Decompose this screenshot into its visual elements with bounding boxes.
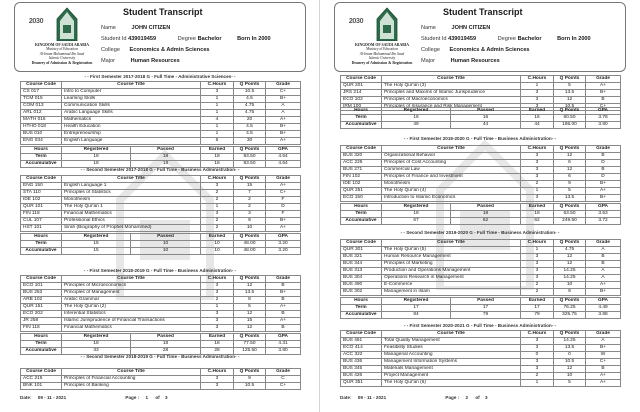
table-row: ECO 202 Inferential Statistics 3 12 B — [21, 311, 301, 318]
vision-2030-logo: 2030 — [348, 18, 364, 25]
table-row: BUS 426 Project Management 2 10 A+ — [341, 373, 621, 380]
table-row: JRS 214 Principles and Maxims of Islamic Jurisprudence 3 13.5 B+ — [341, 90, 621, 97]
table-row: ECO 150 Introduction to Islamic Economics 3 13.5 B+ — [341, 195, 621, 202]
table-row: IDE 102 Monotheism 2 9 B+ — [341, 181, 621, 188]
table-row: BUS 304 Operations Research in Management 3 14.25 A — [341, 275, 621, 282]
table-row: QUR 151 The Holy Qur'an (2) 1 5 A+ — [21, 304, 301, 311]
table-row: ECO 102 Principles of Macroeconomics 3 12 B — [341, 97, 621, 104]
table-row: BUS 490 E-Commerce 2 10 A+ — [341, 282, 621, 289]
university-name: KINGDOM OF SAUDI ARABIA Ministry of Education Al-Imam Muhammad Ibn Saud Islamic University Deanery of Admission & Registration — [351, 43, 413, 65]
semester-title: - - First Semester 2017-2018 G - Full Time - Administrative Sciences- - — [84, 74, 236, 79]
table-row: BUS 010 Entrepreneurship 1 4.5 B+ — [21, 131, 301, 138]
table-row: ACC 215 Principles of Financial Accounting 3 9 C — [21, 376, 301, 383]
table-row: ENG 034 English Language 6 30 A+ — [21, 138, 301, 145]
table-row: BUS 344 Principles of Marketing 3 12 B — [341, 261, 621, 268]
id-row: Student Id 439019459 Degree Bachelor Born In 2000 — [101, 36, 271, 42]
term-row: Term 18 18 18 63.50 3.53 — [341, 211, 621, 218]
semester-title: - - Second Semester 2017-2018 G - Full Time - Business Administration- - — [80, 167, 240, 172]
college: Economics & Admin Sciences — [129, 47, 210, 53]
table-row: BUS 321 Human Resource Management 3 12 B — [341, 254, 621, 261]
table-row: IDE 102 Monotheism 2 2 F — [21, 197, 301, 204]
table-row: ACC 322 Managerial Accounting 0 0 W — [341, 352, 621, 359]
semester-title: - - Second Semester 2019-2020 G - Full Time - Business Administration- - — [400, 230, 560, 235]
table-row: BUS 313 Production and Operations Management 3 14.25 A — [341, 268, 621, 275]
page-number: 1 — [145, 395, 149, 400]
semester-title: - - First Semester 2018-2019 G - Full Time - Business Administration- - — [83, 268, 237, 273]
courses-table: Course Code Course Title C.Hours Q Points Grade QUR 301 The Holy Qur'an (5) 1 4.75 A BUS 321 Human Resource Management 3 12 B BUS 344 Principles of Marketing 3 12 B BUS 313 Production and Operations Management 3 14.25 A BUS 304 Operations Research in Management 3 14.25 A BUS 490 E-Commerce 2 10 A+ BUS 302 Management in Islam 2 9 B+ — [340, 239, 621, 296]
table-row: ARB 102 Arabic Grammar 2 8 B — [21, 297, 301, 304]
table-row: COM 013 Communication Skills 1 4.75 A — [21, 103, 301, 110]
table-row: QUR 101 The Holy Qur'an 1 1 2 D — [21, 204, 301, 211]
born-year: 2000 — [258, 36, 271, 42]
courses-table: Course Code Course Title C.Hours Q Points Grade QUR 201 The Holy Qur'an (3) 1 5 A+ JRS 214 Principles and Maxims of Islamic Jurisprudence 3 13.5 B+ ECO 102 Principles of Macroeconomics 3 12 B IRM 100 Principles of Insurance and Risk Management 3 10.5 C+ — [340, 75, 621, 111]
accumulative-row: Accumulative 15 10 10 48.00 3.20 — [21, 248, 301, 255]
summary-table: Hours Registered Passed Earned Q Points GPA Term 15 10 10 48.00 3.20 Accumulative 15 10 10 48.00 3.20 — [20, 233, 301, 255]
vision-2030-logo: 2030 — [28, 18, 44, 25]
courses-table: Course Code Course Title C.Hours Q Points Grade ACC 215 Principles of Financial Accounting 3 9 C BNK 101 Principles of Banking 3 10.5 C+ — [20, 368, 301, 390]
term-row: Term 18 18 18 83.50 4.64 — [21, 154, 301, 161]
table-row: BNK 101 Principles of Banking 3 10.5 C+ — [21, 383, 301, 390]
university-logo — [339, 5, 425, 69]
major-row: Major Human Resources — [101, 58, 180, 64]
table-row: BUS 461 Total Quality Management 3 14.25 A — [341, 338, 621, 345]
courses-table — [20, 81, 301, 145]
table-row: CS 017 Intro to Computer 3 10.5 C+ — [21, 89, 301, 96]
summary-table: Hours Registered Passed Earned Q Points GPA Term 17 17 17 76.25 4.49 Accumulative 84 79 79 325.75 3.88 — [340, 297, 621, 319]
degree: Bachelor — [517, 36, 542, 42]
table-row: HTHO 018 Health Education 1 4.5 B+ — [21, 124, 301, 131]
page-total: 3 — [164, 395, 168, 400]
transcript-page-2 — [320, 0, 640, 412]
university-emblem-icon — [55, 7, 79, 41]
accumulative-row: Accumulative 49 44 44 186.00 3.80 — [341, 122, 621, 129]
table-row: BUS 345 Materials Management 3 12 B — [341, 366, 621, 373]
table-row: QUR 351 The Holy Qur'an (6) 1 5 A+ — [341, 380, 621, 387]
accumulative-row: Accumulative 18 18 18 83.50 4.64 — [21, 161, 301, 168]
university-emblem-icon — [375, 7, 399, 41]
major: Human Resources — [130, 58, 180, 64]
table-row: STA 110 Principles of Statistics 2 7 C+ — [21, 190, 301, 197]
table-row: BUS 302 Management in Islam 2 9 B+ — [341, 289, 621, 296]
summary-table: Hours Registered Passed Earned Q Points GPA Term 18 18 18 63.50 3.53 Accumulative 67 62 62 249.50 3.72 — [340, 203, 621, 225]
print-date: 09 - 11 - 2021 — [37, 395, 67, 400]
college-row: College Economics & Admin Sciences — [421, 47, 530, 53]
table-row: ARL 012 Arabic Language Skills 1 4.75 A — [21, 110, 301, 117]
page-footer: Date: 09 - 11 - 2021 Page : 1 of 3 — [20, 395, 168, 400]
courses-table: Course Code Course Title C.Hours Q Points Grade ENG 150 English Language 1 3 15 A+ STA 110 Principles of Statistics 2 7 C+ IDE 102 Monotheism 2 2 F QUR 101 The Holy Qur'an 1 1 2 D FIN 118 Financial Mathematics 3 3 F CUL 107 Professional Ethics 2 9 B+ HST 101 Sirah (Biography of Prophet Mohammed) 2 10 A+ — [20, 175, 301, 232]
accumulative-row: Accumulative 84 79 79 325.75 3.88 — [341, 312, 621, 319]
summary-table: Hours Registered Passed Earned Q Points GPA Term 16 16 16 60.50 3.78 Accumulative 49 44 44 186.00 3.80 — [340, 107, 621, 129]
courses-table: Course Code Course Title C.Hours Q Points Grade BUS 320 Organizational Behavior 3 12 B ACC 225 Principles of Cost Accounting 3 6 D BUS 271 Commercial Law 3 12 B FIN 102 Principles of Finance and Investment 3 6 D IDE 102 Monotheism 2 9 B+ QUR 251 The Holy Qur'an (4) 1 5 A+ ECO 150 Introduction to Islamic Economics 3 13.5 B+ — [340, 145, 621, 202]
table-row: ECO 101 Principles of Microeconomics 3 12 B — [21, 283, 301, 290]
table-row: QUR 201 The Holy Qur'an (3) 1 5 A+ — [341, 83, 621, 90]
table-row: FIN 102 Principles of Finance and Investment 3 6 D — [341, 174, 621, 181]
courses-table: Course Code Course Title C.Hours Q Points Grade BUS 461 Total Quality Management 3 14.25 A ECO 414 Feasibility Studies 3 13.5 B+ ACC 322 Managerial Accounting 0 0 W BUS 436 Management Information Systems 3 10.5 C+ BUS 345 Materials Management 3 12 B BUS 426 Project Management 2 10 A+ QUR 351 The Holy Qur'an (6) 1 5 A+ — [340, 330, 621, 387]
name-row: Name JOHN CITIZEN — [421, 25, 491, 31]
student-id: 439019459 — [128, 36, 157, 42]
page-title: Student Transcript — [123, 7, 203, 17]
table-row: BUS 436 Management Information Systems 3 10.5 C+ — [341, 359, 621, 366]
table-row: TCM 015 Learning Skills 1 4.5 B+ — [21, 96, 301, 103]
student-id: 439019459 — [448, 36, 477, 42]
transcript-header — [334, 2, 626, 72]
page-total: 3 — [484, 395, 488, 400]
courses-table: Course Code Course Title C.Hours Q Points Grade ECO 101 Principles of Microeconomics 3 12 B BUS 253 Principles of Management 3 13.5 B+ ARB 102 Arabic Grammar 2 8 B QUR 151 The Holy Qur'an (2) 1 5 A+ ECO 202 Inferential Statistics 3 12 B JR 258 Islamic Jurisprudence of Financial Transactions 3 15 A+ FIN 118 Financial Mathematics 3 12 B — [20, 275, 301, 332]
accumulative-row: Accumulative 67 62 62 249.50 3.72 — [341, 218, 621, 225]
table-row: ENG 150 English Language 1 3 15 A+ — [21, 183, 301, 190]
student-name: JOHN CITIZEN — [131, 25, 171, 31]
term-row: Term 15 10 10 48.00 3.20 — [21, 241, 301, 248]
table-row: FIN 118 Financial Mathematics 3 3 F — [21, 211, 301, 218]
term-row: Term 16 16 16 60.50 3.78 — [341, 115, 621, 122]
transcript-header — [14, 2, 306, 72]
page-number: 2 — [465, 395, 469, 400]
college: Economics & Admin Sciences — [449, 47, 530, 53]
table-row: HST 101 Sirah (Biography of Prophet Mohammed) 2 10 A+ — [21, 225, 301, 232]
table-header-row: Course Code Course Title C.Hours Q Points Grade — [21, 82, 301, 89]
table-row: IRM 100 Principles of Insurance and Risk Management 3 10.5 C+ — [341, 104, 621, 111]
college-row: College Economics & Admin Sciences — [101, 47, 210, 53]
table-row: QUR 251 The Holy Qur'an (4) 1 5 A+ — [341, 188, 621, 195]
page-footer: Date: 09 - 11 - 2021 Page : 2 of 3 — [340, 395, 488, 400]
semester-title: - - First Semester 2020-2021 G - Full Time - Business Administration- - — [403, 323, 557, 328]
name-row: Name JOHN CITIZEN — [101, 25, 171, 31]
print-date: 09 - 11 - 2021 — [357, 395, 387, 400]
table-row: QUR 301 The Holy Qur'an (5) 1 4.75 A — [341, 247, 621, 254]
term-row: Term 17 17 17 76.25 4.49 — [341, 305, 621, 312]
table-row: MATH 016 Mathematics 4 20 A+ — [21, 117, 301, 124]
id-row: Student Id 439019459 Degree Bachelor Born In 2000 — [421, 36, 591, 42]
table-row: JR 258 Islamic Jurisprudence of Financial Transactions 3 15 A+ — [21, 318, 301, 325]
semester-title: - - First Semester 2019-2020 G - Full Time - Business Administration- - — [403, 136, 557, 141]
term-row: Term 18 18 18 77.50 4.31 — [21, 341, 301, 348]
born-year: 2000 — [578, 36, 591, 42]
table-row: FIN 118 Financial Mathematics 3 12 B — [21, 325, 301, 332]
degree: Bachelor — [197, 36, 222, 42]
table-row: BUS 271 Commercial Law 3 12 B — [341, 167, 621, 174]
table-row: ECO 414 Feasibility Studies 3 13.5 B+ — [341, 345, 621, 352]
accumulative-row: Accumulative 33 28 28 125.50 3.80 — [21, 348, 301, 355]
table-row: BUS 253 Principles of Management 3 13.5 B+ — [21, 290, 301, 297]
university-name: KINGDOM OF SAUDI ARABIA Ministry of Education Al-Imam Muhammad Ibn Saud Islamic University Deanery of Admission & Registration — [31, 43, 93, 65]
semester-title: - - Second Semester 2018-2019 G - Full Time - Business Administration- - — [80, 354, 240, 359]
university-logo — [19, 5, 105, 69]
student-name: JOHN CITIZEN — [451, 25, 491, 31]
page-title: Student Transcript — [443, 7, 523, 17]
table-row: CUL 107 Professional Ethics 2 9 B+ — [21, 218, 301, 225]
table-row: BUS 320 Organizational Behavior 3 12 B — [341, 153, 621, 160]
summary-table: Hours Registered Passed Earned Q Points GPA Term 18 18 18 83.50 4.64 Accumulative 18 18 18 83.50 4.64 — [20, 146, 301, 168]
major-row: Major Human Resources — [421, 58, 500, 64]
table-row: ACC 225 Principles of Cost Accounting 3 6 D — [341, 160, 621, 167]
major: Human Resources — [450, 58, 500, 64]
summary-table: Hours Registered Passed Earned Q Points GPA Term 18 18 18 77.50 4.31 Accumulative 33 28 28 125.50 3.80 — [20, 333, 301, 355]
